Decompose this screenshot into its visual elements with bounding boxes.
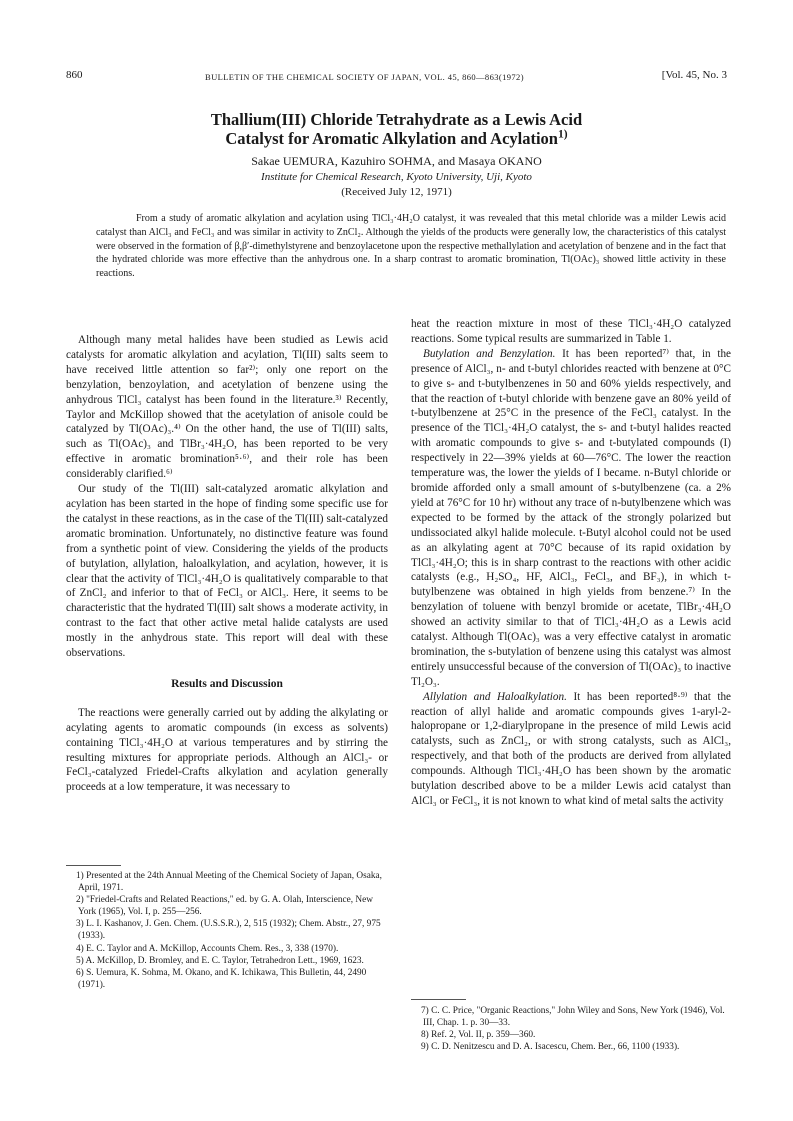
footnote: 4) E. C. Taylor and A. McKillop, Accounts Chem. Res., 3, 338 (1970). xyxy=(76,943,339,954)
allylation-heading: Allylation and Haloalkylation. xyxy=(423,690,567,703)
allylation-paragraph xyxy=(411,690,731,809)
footnote: 2) "Friedel-Crafts and Related Reactions," ed. by G. A. Olah, Interscience, New York (1965), Vol. I, p. 255—256. xyxy=(76,895,373,918)
butylation-text: It has been reported⁷⁾ that, in the presence of AlCl₃, n- and t-butyl chlorides reacted with benzene at 0°C to give s- and t-butylbenzenes in 50 and 60% yields respectively, and that the reaction of t-butyl chloride with benzene gave an 80% yeild of t-butylbenzene at 25°C in the presence of the FeCl₃ catalyst. In the presence of the TlCl₃·4H₂O catalyst, the s- and t-butyl halides reacted with aromatic compounds to give s- and t-butylated compounds (I) respectively in 22—39% yields at 60—76°C. The lower the reaction temperature was, the lower the yields of I became. n-Butyl chloride or bromide afforded only a small amount of s-butylbenzene (ca. a 2% yield at 76°C for 10 hr) without any trace of n-butylbenzene which was expected to be formed by the attack of the strongly polarized but undissociated alkyl halide molecule. t-Butyl alcohol could not be used as an alkylating agent at 70°C because of its rapid oxidation by TlCl₃·4H₂O; this is in sharp contrast to the reactions with other acidic catalysts (e.g., H₂SO₄, HF, AlCl₃, FeCl₃, and BF₃), in which t-butylbenzene was obtained in high yields from benzene.⁷⁾ In the benzylation of toluene with benzyl bromide or acetate, TlBr₃·4H₂O showed an activity similar to that of TlCl₃·4H₂O as a Lewis acid catalyst. Although Tl(OAc)₃ was a very effective catalyst in aromatic bromination, the s-butylation of benzene using this catalyst was almost entirely unsuccessful because of the conversion of Tl(OAc)₃ to inactive Tl₂O₃. xyxy=(411,347,732,688)
footnote: 6) S. Uemura, K. Sohma, M. Okano, and K. Ichikawa, This Bulletin, 44, 2490 (1971). xyxy=(76,967,367,990)
footnote: 3) L. I. Kashanov, J. Gen. Chem. (U.S.S.R.), 2, 515 (1932); Chem. Abstr., 27, 975 (1933). xyxy=(76,919,381,942)
title-footnote-mark: 1) xyxy=(558,128,568,141)
footnote: 8) Ref. 2, Vol. II, p. 359—360. xyxy=(421,1030,536,1041)
title-line-2 xyxy=(0,129,793,148)
butylation-paragraph xyxy=(411,347,731,690)
author-list: Sakae UEMURA, Kazuhiro SOHMA, and Masaya OKANO xyxy=(251,154,542,168)
volume-label: [Vol. 45, No. 3 xyxy=(661,69,727,81)
received-date: (Received July 12, 1971) xyxy=(341,186,452,198)
title-line-1: Thallium(III) Chloride Tetrahydrate as a Lewis Acid xyxy=(210,110,583,129)
footnote: 1) Presented at the 24th Annual Meeting of the Chemical Society of Japan, Osaka, April, 1971. xyxy=(76,871,382,894)
results-paragraph-continued: heat the reaction mixture in most of these TlCl₃·4H₂O catalyzed reactions. Some typical results are summarized in Table 1. xyxy=(411,318,731,345)
results-paragraph-1: The reactions were generally carried out by adding the alkylating or acylating agents to aromatic compounds (in excess as solvents) containing TlCl₃·4H₂O at various temperatures and by stirring the resulting mixtures for appropriate periods. Although an AlCl₃- or FeCl₃-catalyzed Friedel-Crafts alkylation and acylation generally proceeds at a low temperature, it was necessary to xyxy=(66,706,388,794)
affiliation: Institute for Chemical Research, Kyoto University, Uji, Kyoto xyxy=(261,171,532,183)
footnote: 7) C. C. Price, "Organic Reactions," John Wiley and Sons, New York (1946), Vol. III, Chap. 1. p. 30—33. xyxy=(421,1006,725,1029)
abstract-text: From a study of aromatic alkylation and acylation using TlCl₃·4H₂O catalyst, it was revealed that this metal chloride was a milder Lewis acid catalyst than AlCl₃ and FeCl₃ and was similar in activity to ZnCl₂. Although the yields of the products were generally low, the characteristics of this catalyst were observed in the formation of β,β′-dimethylstyrene and benzoylacetone upon the respective methallylation and acetylation of benzene and in the fact that the hydrated chloride was more effective than the anhydrous one. In a sharp contrast to aromatic bromination, Tl(OAc)₃ showed little activity in these reactions. xyxy=(96,213,726,280)
footnote-rule-left xyxy=(66,865,121,866)
footnotes-left xyxy=(66,870,388,991)
article-title xyxy=(0,110,793,148)
footnote: 9) C. D. Nenitzescu and D. A. Isacescu, Chem. Ber., 66, 1100 (1933). xyxy=(421,1042,680,1053)
footnotes-right xyxy=(411,1005,731,1053)
title-line-2-text: Catalyst for Aromatic Alkylation and Acylation xyxy=(225,129,558,148)
intro-paragraph-2: Our study of the Tl(III) salt-catalyzed aromatic alkylation and acylation has been started in the hope of finding some specific use for the catalyst in these reactions, as in the case of the Tl(III) salt-catalyzed aromatic bromination. Unfortunately, no distinctive feature was found from a synthetic point of view. Considering the yields of the products of butylation, allylation, haloalkylation, and acylation, however, it is clear that the activity of TlCl₃·4H₂O is qualitatively comparable to that of ZnCl₂ and inferior to that of FeCl₃ or AlCl₃. Here, it seems to be characteristic that the hydrated Tl(III) salt shows a moderate activity, in contrast to the fact that other active metal halide catalysts are used mostly in the anhydrous state. This report will deal with these observations. xyxy=(66,483,388,660)
butylation-heading: Butylation and Benzylation. xyxy=(423,347,556,360)
left-column xyxy=(66,333,388,795)
footnote: 5) A. McKillop, D. Bromley, and E. C. Taylor, Tetrahedron Lett., 1969, 1623. xyxy=(76,955,364,966)
section-heading: Results and Discussion xyxy=(171,677,283,690)
intro-paragraph-1: Although many metal halides have been studied as Lewis acid catalysts for aromatic alkylation and acylation, Tl(III) salts seem to have received little attention so far²⁾; only one report on the benzylation, benzoylation, and acetylation of benzene using the anhydrous TlCl₃ catalyst has been found in the literature.³⁾ Recently, Taylor and McKillop showed that the acetylation of anisole could be catalyzed by Tl(OAc)₃.⁴⁾ On the other hand, the use of Tl(III) salts, such as Tl(OAc)₃ and TlBr₃·4H₂O, has been reported to be very effective in aromatic bromination⁵·⁶⁾, and their role has been considerably clarified.⁶⁾ xyxy=(66,334,388,481)
right-column xyxy=(411,317,731,809)
page-number: 860 xyxy=(66,69,83,81)
footnote-rule-right xyxy=(411,999,466,1000)
abstract xyxy=(96,212,726,281)
allylation-text: It has been reported⁸·⁹⁾ that the reaction of allyl halide and aromatic compounds gives 1-aryl-2-halopropane or 1,2-diarylpropane in the presence of mild Lewis acid catalysts, such as ZnCl₂, or with strong catalysts, such as AlCl₃, respectively, and that both of the products are derived from allylated compounds. Although TlCl₃·4H₂O has been shown by the aromatic butylation described above to be a milder Lewis acid catalyst than AlCl₃ or FeCl₃, it is not known to what kind of metal salts the activity xyxy=(411,690,732,807)
running-header: BULLETIN OF THE CHEMICAL SOCIETY OF JAPAN, VOL. 45, 860—863(1972) xyxy=(205,72,524,82)
